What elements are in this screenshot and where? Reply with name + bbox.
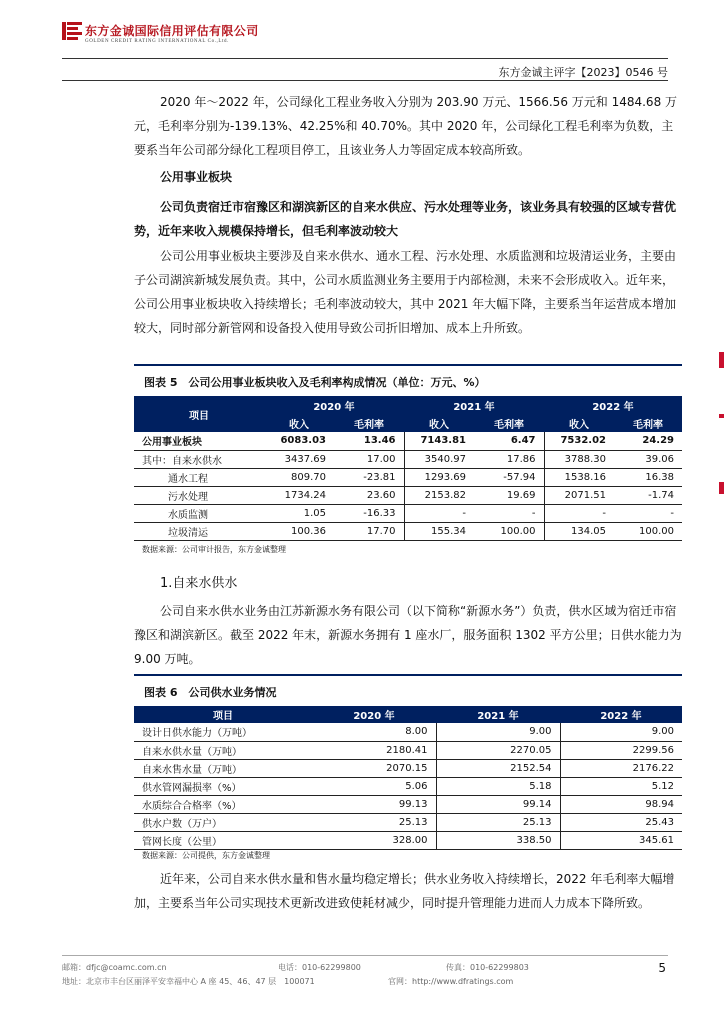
table5-sub-income: 收入 <box>404 414 474 432</box>
cell: 5.06 <box>405 780 428 792</box>
side-mark-1 <box>719 352 724 368</box>
cell: 17.70 <box>366 525 396 537</box>
side-mark-2 <box>719 414 724 418</box>
cell: 2153.82 <box>404 486 474 504</box>
table-row <box>134 813 682 831</box>
table5-year-2022: 2022 年 <box>544 396 682 414</box>
cell: - <box>531 507 536 519</box>
table5-sub-margin: 毛利率 <box>334 414 404 432</box>
cell: 100.00 <box>639 525 674 537</box>
footer-fax: 传真：010-62299803 <box>446 963 529 972</box>
cell: 155.34 <box>404 522 474 540</box>
row-label: 供水户数（万户） <box>142 818 222 830</box>
table6-head-item: 项目 <box>134 706 312 723</box>
table5-year-2020: 2020 年 <box>264 396 404 414</box>
table-row <box>134 741 682 759</box>
section-summary-text: 公司负责宿迁市宿豫区和湖滨新区的自来水供应、污水处理等业务，该业务具有较强的区域专营优势，近年来收入规模保持增长，但毛利率波动较大 <box>134 200 677 238</box>
cell: 13.46 <box>363 435 396 447</box>
table5-year-2021: 2021 年 <box>404 396 544 414</box>
cell: 2176.22 <box>560 759 682 777</box>
table6-caption-text: 图表 6 公司供水业务情况 <box>144 686 277 699</box>
cell: 2070.15 <box>386 762 428 774</box>
company-name-cn: 东方金诚国际信用评估有限公司 <box>85 24 259 38</box>
table6-caption <box>134 674 682 702</box>
paragraph-water-trend-text: 近年来，公司自来水供水量和售水量均稳定增长；供水业务收入持续增长，2022 年毛利率大幅增加，主要系当年公司实现技术更新改进致使耗材减少，同时提升管理能力进而人力成本下降所致。 <box>134 872 675 910</box>
cell: 328.00 <box>392 834 428 846</box>
table-row <box>134 759 682 777</box>
footer-address: 地址：北京市丰台区丽泽平安幸福中心 A 座 45、46、47 层 100071 <box>62 977 315 986</box>
side-mark-3 <box>719 482 724 494</box>
cell: 1538.16 <box>544 468 614 486</box>
cell: 98.94 <box>560 795 682 813</box>
footer-rule <box>62 955 668 956</box>
cell: 25.13 <box>398 816 428 828</box>
footer-phone: 电话：010-62299800 <box>278 963 361 972</box>
page-number: 5 <box>658 961 666 975</box>
paragraph-water-supply <box>134 599 682 671</box>
cell: 5.12 <box>560 777 682 795</box>
table-row <box>134 432 682 450</box>
cell: 809.70 <box>291 471 326 483</box>
cell: - <box>404 504 474 522</box>
company-name-en: GOLDEN CREDIT RATING INTERNATIONAL Co.,Ltd. <box>85 39 229 44</box>
table5-sub-margin: 毛利率 <box>474 414 544 432</box>
cell: 17.00 <box>366 453 396 465</box>
row-label: 管网长度（公里） <box>142 836 222 848</box>
row-label: 水质监测 <box>168 509 208 521</box>
cell: 5.18 <box>436 777 560 795</box>
cell: 134.05 <box>544 522 614 540</box>
paragraph-landscaping <box>134 90 682 162</box>
table-row <box>134 450 682 468</box>
cell: 99.13 <box>398 798 428 810</box>
cell: 9.00 <box>436 723 560 741</box>
paragraph-landscaping-text: 2020 年～2022 年，公司绿化工程业务收入分别为 203.90 万元、1566.56 万元和 1484.68 万元，毛利率分别为-139.13%、42.25%和 40.70%。其中 2020 年，公司绿化工程毛利率为负数，主要系当年公司部分绿化工程项目停工，且该业务人力等固定成本较高所致。 <box>134 95 678 157</box>
cell: 23.60 <box>366 489 396 501</box>
table-row <box>134 486 682 504</box>
table5-caption-text: 图表 5 公司公用事业板块收入及毛利率构成情况（单位：万元、%） <box>144 376 486 389</box>
cell: 6083.03 <box>280 435 326 447</box>
section-summary <box>134 195 682 243</box>
table6-year-2022: 2022 年 <box>560 706 682 723</box>
table6-year-2021: 2021 年 <box>436 706 560 723</box>
cell: 99.14 <box>436 795 560 813</box>
cell: 9.00 <box>560 723 682 741</box>
paragraph-water-supply-text: 公司自来水供水业务由江苏新源水务有限公司（以下简称“新源水务”）负责，供水区域为宿迁市宿豫区和湖滨新区。截至 2022 年末，新源水务拥有 1 座水厂，服务面积 1302 平方公里；日供水能力为 9.00 万吨。 <box>134 604 682 666</box>
cell: 1734.24 <box>284 489 326 501</box>
cell: 2071.51 <box>544 486 614 504</box>
cell: 8.00 <box>405 726 428 738</box>
table-row <box>134 468 682 486</box>
paragraph-water-trend <box>134 867 682 915</box>
table5 <box>134 396 682 541</box>
header-rule <box>62 58 668 59</box>
cell: - <box>670 507 674 519</box>
table5-sub-income: 收入 <box>264 414 334 432</box>
cell: 345.61 <box>560 831 682 849</box>
cell: -1.74 <box>648 489 674 501</box>
report-number: 东方金诚主评字【2023】0546 号 <box>498 66 668 79</box>
row-label: 供水管网漏损率（%） <box>142 782 242 794</box>
table6 <box>134 706 682 850</box>
cell: 338.50 <box>436 831 560 849</box>
cell: 1.05 <box>303 507 326 519</box>
cell: 1293.69 <box>404 468 474 486</box>
table-row <box>134 831 682 849</box>
table-row <box>134 522 682 540</box>
cell: 25.13 <box>436 813 560 831</box>
row-label: 通水工程 <box>168 473 208 485</box>
table-row <box>134 777 682 795</box>
cell: 7532.02 <box>544 432 614 450</box>
row-label: 垃圾清运 <box>168 527 208 539</box>
row-label: 自来水售水量（万吨） <box>142 764 242 776</box>
table5-sub-margin: 毛利率 <box>614 414 682 432</box>
cell: -57.94 <box>503 471 536 483</box>
row-label: 污水处理 <box>168 491 208 503</box>
table5-sub-income: 收入 <box>544 414 614 432</box>
cell: 19.69 <box>506 489 536 501</box>
row-label: 公用事业板块 <box>142 437 202 449</box>
cell: 2180.41 <box>386 744 428 756</box>
table5-head-item: 项目 <box>134 396 264 432</box>
paragraph-utilities-text: 公司公用事业板块主要涉及自来水供水、通水工程、污水处理、水质监测和垃圾清运业务，主要由子公司湖滨新城发展负责。其中，公司水质监测业务主要用于内部检测，未来不会形成收入。近年来，公司公用事业板块收入持续增长；毛利率波动较大，其中 2021 年大幅下降，主要系当年运营成本增加较大，同时部分新管网和设备投入使用导致公司折旧增加、成本上升所致。 <box>134 249 677 335</box>
section-title: 公用事业板块 <box>160 170 233 184</box>
cell: 24.29 <box>642 435 674 447</box>
page-header <box>62 18 668 80</box>
subsection-title: 1.自来水供水 <box>160 576 238 591</box>
row-label: 其中：自来水供水 <box>142 455 222 467</box>
cell: 2270.05 <box>436 741 560 759</box>
cell: 100.00 <box>500 525 536 537</box>
cell: 3437.69 <box>284 453 326 465</box>
cell: -16.33 <box>363 507 396 519</box>
footer-email: 邮箱：dfjc@coamc.com.cn <box>62 963 167 972</box>
cell: 7143.81 <box>404 432 474 450</box>
table-row <box>134 723 682 741</box>
row-label: 设计日供水能力（万吨） <box>142 728 252 740</box>
cell: 25.43 <box>560 813 682 831</box>
cell: -23.81 <box>363 471 396 483</box>
cell: 2152.54 <box>436 759 560 777</box>
row-label: 水质综合合格率（%） <box>142 800 242 812</box>
cell: 3540.97 <box>404 450 474 468</box>
table6-year-2020: 2020 年 <box>312 706 436 723</box>
cell: 16.38 <box>645 471 674 483</box>
cell: - <box>544 504 614 522</box>
cell: 2299.56 <box>560 741 682 759</box>
paragraph-utilities <box>134 244 682 340</box>
cell: 6.47 <box>510 435 536 447</box>
table5-caption <box>134 364 682 392</box>
cell: 3788.30 <box>544 450 614 468</box>
table-row <box>134 504 682 522</box>
cell: 17.86 <box>506 453 536 465</box>
cell: 39.06 <box>645 453 674 465</box>
company-logo-icon <box>62 22 82 40</box>
table-row <box>134 795 682 813</box>
table6-source: 数据来源：公司提供，东方金诚整理 <box>142 851 270 860</box>
footer-website: 官网：http://www.dfratings.com <box>388 977 514 986</box>
row-label: 自来水供水量（万吨） <box>142 746 242 758</box>
cell: 100.36 <box>291 525 326 537</box>
table5-source: 数据来源：公司审计报告，东方金诚整理 <box>142 545 286 554</box>
header-divider <box>62 80 668 81</box>
